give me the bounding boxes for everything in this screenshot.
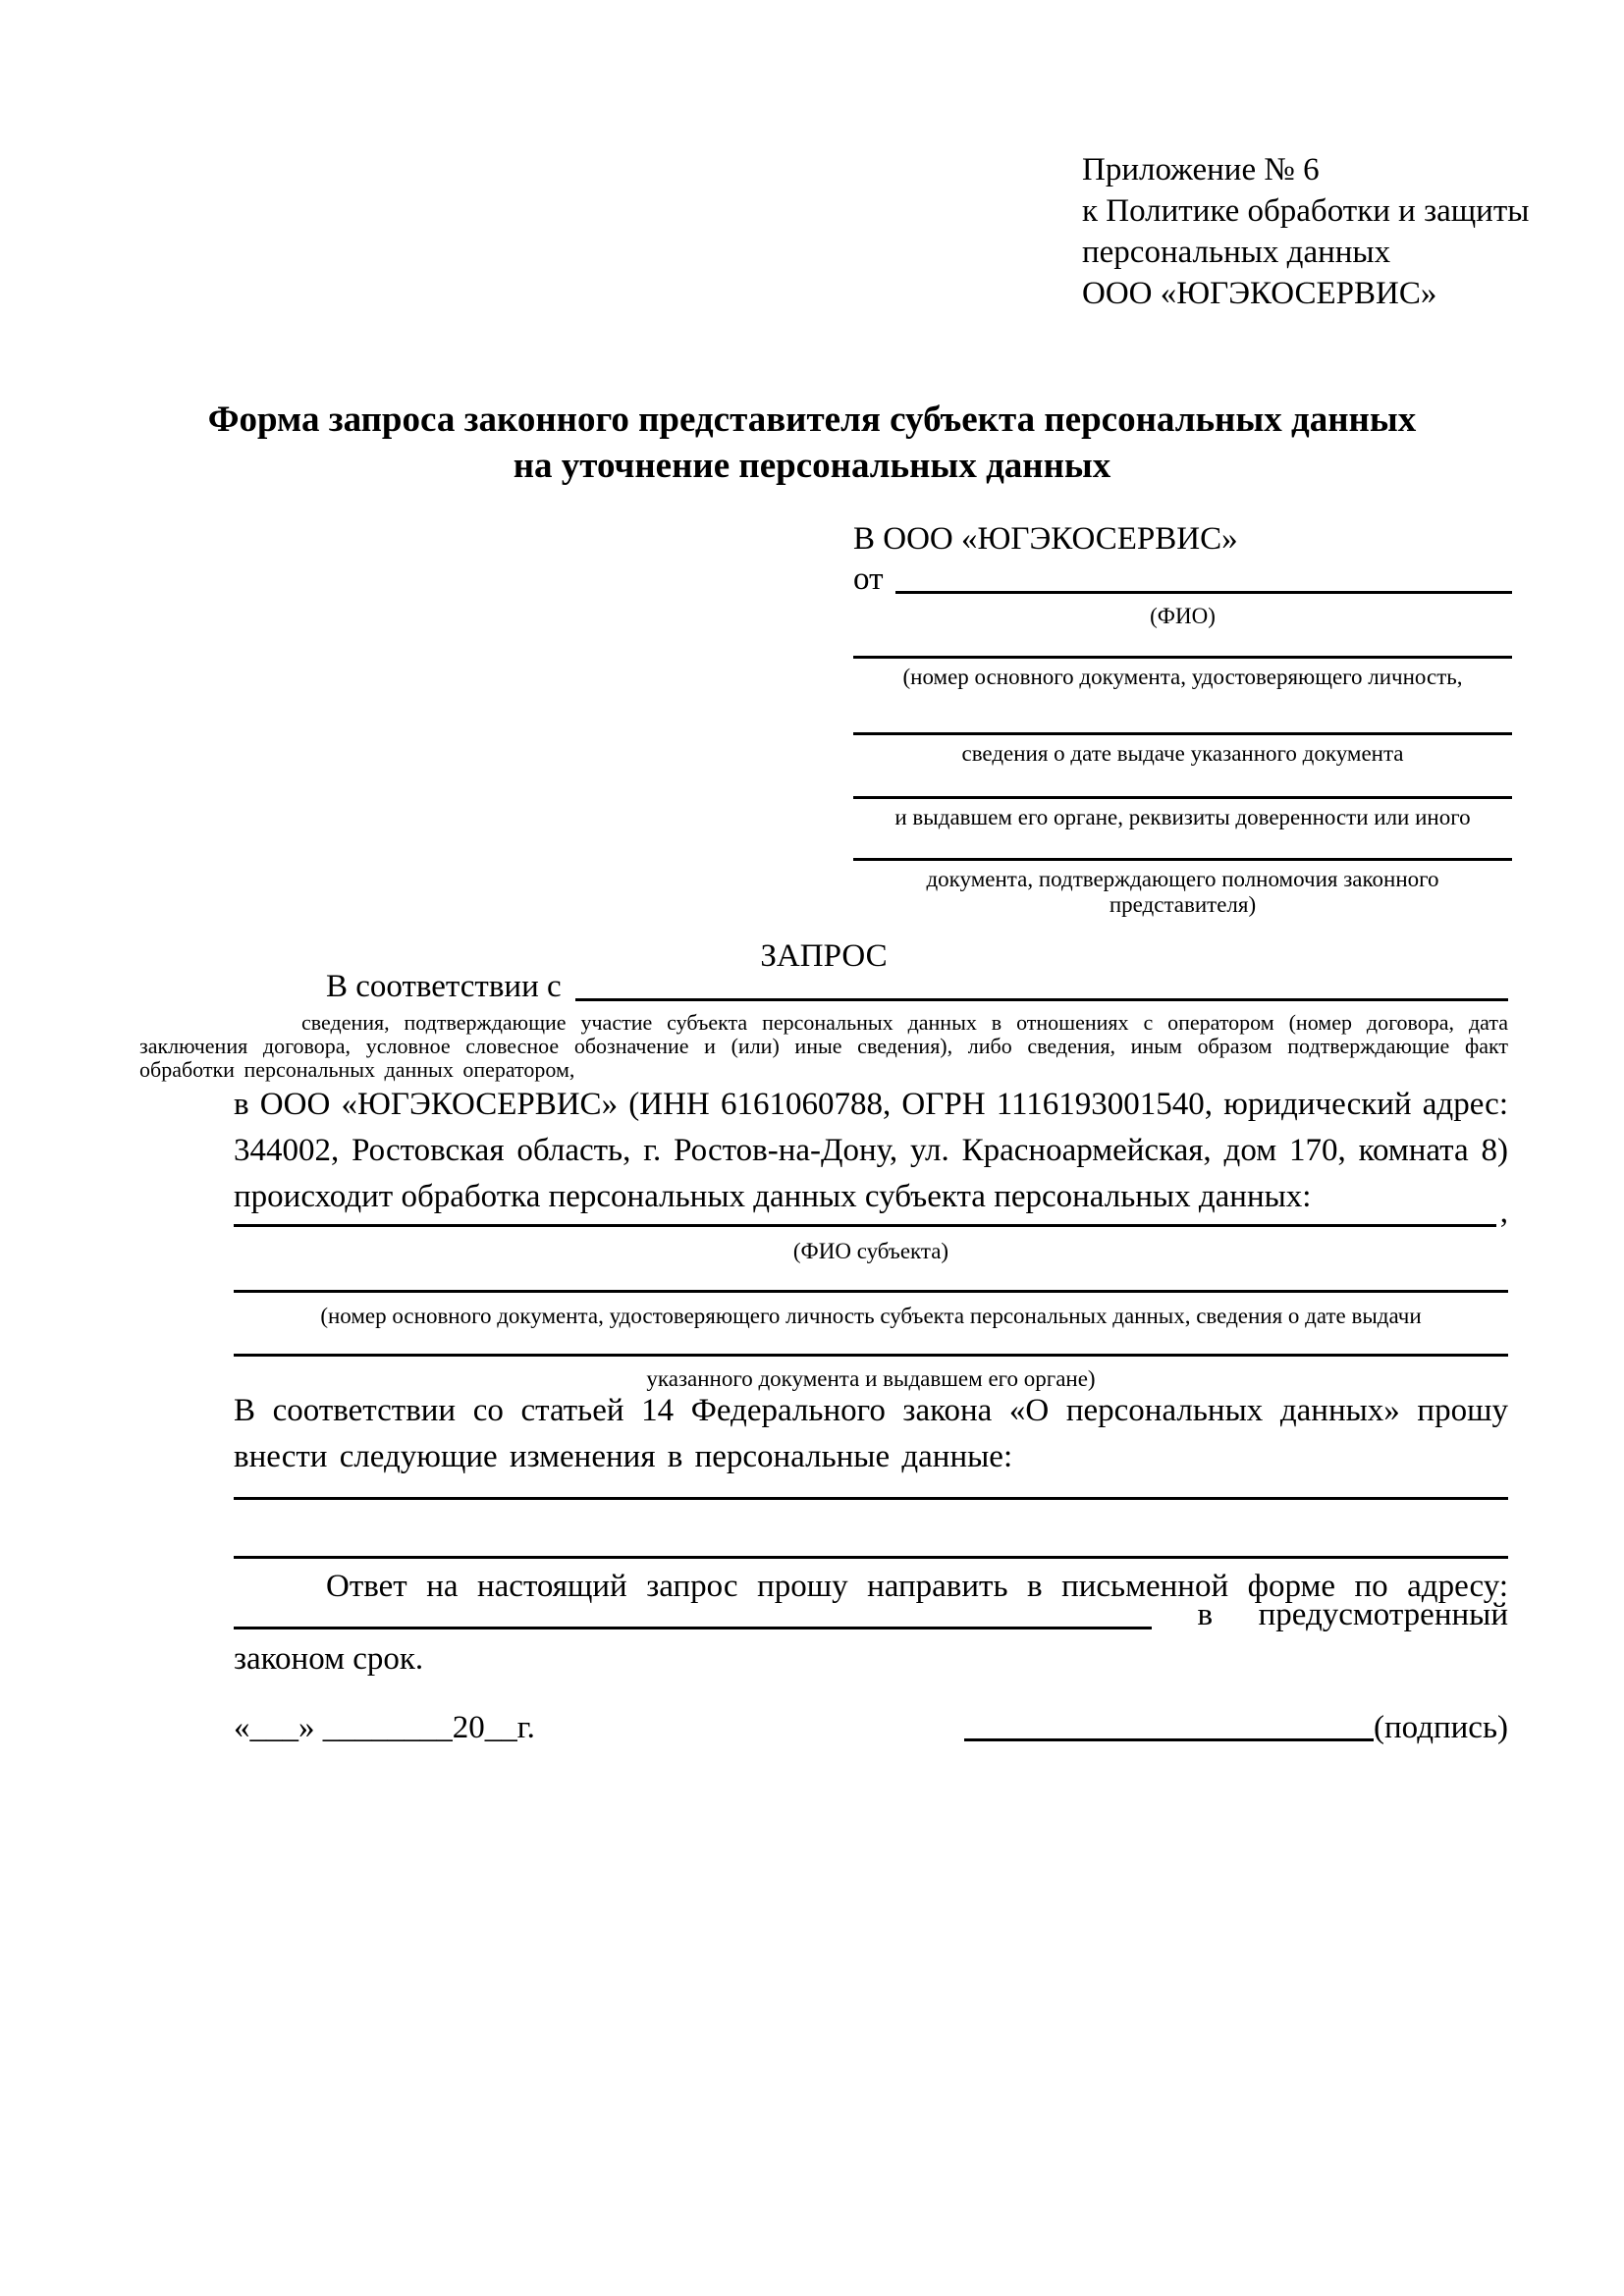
subject-doc-caption-line1: (номер основного документа, удостоверяющего личность субъекта персональных данных, сведения о дате выдачи <box>320 1304 1422 1328</box>
from-blank-line <box>895 591 1513 594</box>
footer-row <box>234 1710 1508 1746</box>
accordance-row <box>234 969 1508 1005</box>
addressee-organization: В ООО «ЮГЭКОСЕРВИС» <box>853 521 1238 557</box>
subject-fio-row <box>234 1196 1508 1231</box>
subject-fio-caption: (ФИО субъекта) <box>792 1239 949 1263</box>
changes-blank-line <box>234 1497 1508 1500</box>
doc-blank-line <box>853 796 1512 799</box>
from-row <box>853 561 1512 598</box>
doc-blank-line <box>853 858 1512 861</box>
accordance-footnote: сведения, подтверждающие участие субъекта персональных данных в отношениях с оператором (номер договора, дата заключения договора, условное словесное обозначение и (или) иные сведения), либо сведения, иным образом подтверждающие факт обработки персональных данных оператором, <box>139 1010 1508 1082</box>
operator-paragraph: в ООО «ЮГЭКОСЕРВИС» (ИНН 6161060788, ОГРН 1116193001540, юридический адрес: 344002, Ростовская область, г. Ростов-на-Дону, ул. Красноармейская, дом 170, комната 8) происходит обработка персональных данных субъекта персональных данных: <box>234 1087 1508 1214</box>
accordance-prefix: В соответствии с <box>326 969 562 1004</box>
signature-group <box>964 1710 1508 1746</box>
signature-blank-line <box>964 1738 1374 1741</box>
subject-fio-blank-line <box>234 1224 1496 1227</box>
subject-doc-blank-line <box>234 1290 1508 1293</box>
annex-line: персональных данных <box>1082 235 1391 270</box>
form-title-line2: на уточнение персональных данных <box>513 446 1111 486</box>
form-title <box>98 397 1526 489</box>
address-blank-line <box>234 1627 1152 1629</box>
accordance-blank-line <box>575 998 1508 1001</box>
annex-reference-block <box>1082 149 1534 314</box>
response-address-row <box>234 1597 1508 1633</box>
trailing-comma: , <box>1499 1195 1508 1230</box>
subject-doc-blank-line <box>234 1354 1508 1357</box>
addressee-block <box>853 521 1512 918</box>
in-word: в <box>1197 1597 1214 1632</box>
amendment-paragraph: В соответствии со статьей 14 Федерального закона «О персональных данных» прошу внести следующие изменения в персональные данные: <box>234 1393 1508 1474</box>
fio-caption: (ФИО) <box>1150 604 1216 628</box>
request-heading: ЗАПРОС <box>760 938 888 974</box>
from-label: от <box>853 561 884 597</box>
date-placeholder: «___» ________20__г. <box>234 1710 535 1745</box>
stipulated-word: предусмотренный <box>1258 1597 1508 1632</box>
doc-blank-line <box>853 656 1512 659</box>
annex-line: ООО «ЮГЭКОСЕРВИС» <box>1082 276 1437 311</box>
changes-blank-line <box>234 1556 1508 1559</box>
doc-caption: и выдавшем его органе, реквизиты доверенности или иного <box>894 805 1471 829</box>
doc-caption: сведения о дате выдаче указанного документа <box>961 741 1404 766</box>
annex-line: к Политике обработки и защиты <box>1082 193 1530 229</box>
doc-caption: документа, подтверждающего полномочия законного представителя) <box>926 867 1439 917</box>
doc-blank-line <box>853 732 1512 735</box>
annex-line: Приложение № 6 <box>1082 152 1320 187</box>
doc-caption: (номер основного документа, удостоверяющего личность, <box>902 665 1463 689</box>
signature-caption: (подпись) <box>1374 1710 1508 1745</box>
law-term-line: законом срок. <box>234 1641 424 1677</box>
form-title-line1: Форма запроса законного представителя субъекта персональных данных <box>207 400 1417 440</box>
subject-doc-caption-line2: указанного документа и выдавшем его органе) <box>646 1366 1096 1391</box>
response-request-line: Ответ на настоящий запрос прошу направить в письменной форме по адресу: <box>326 1569 1508 1604</box>
